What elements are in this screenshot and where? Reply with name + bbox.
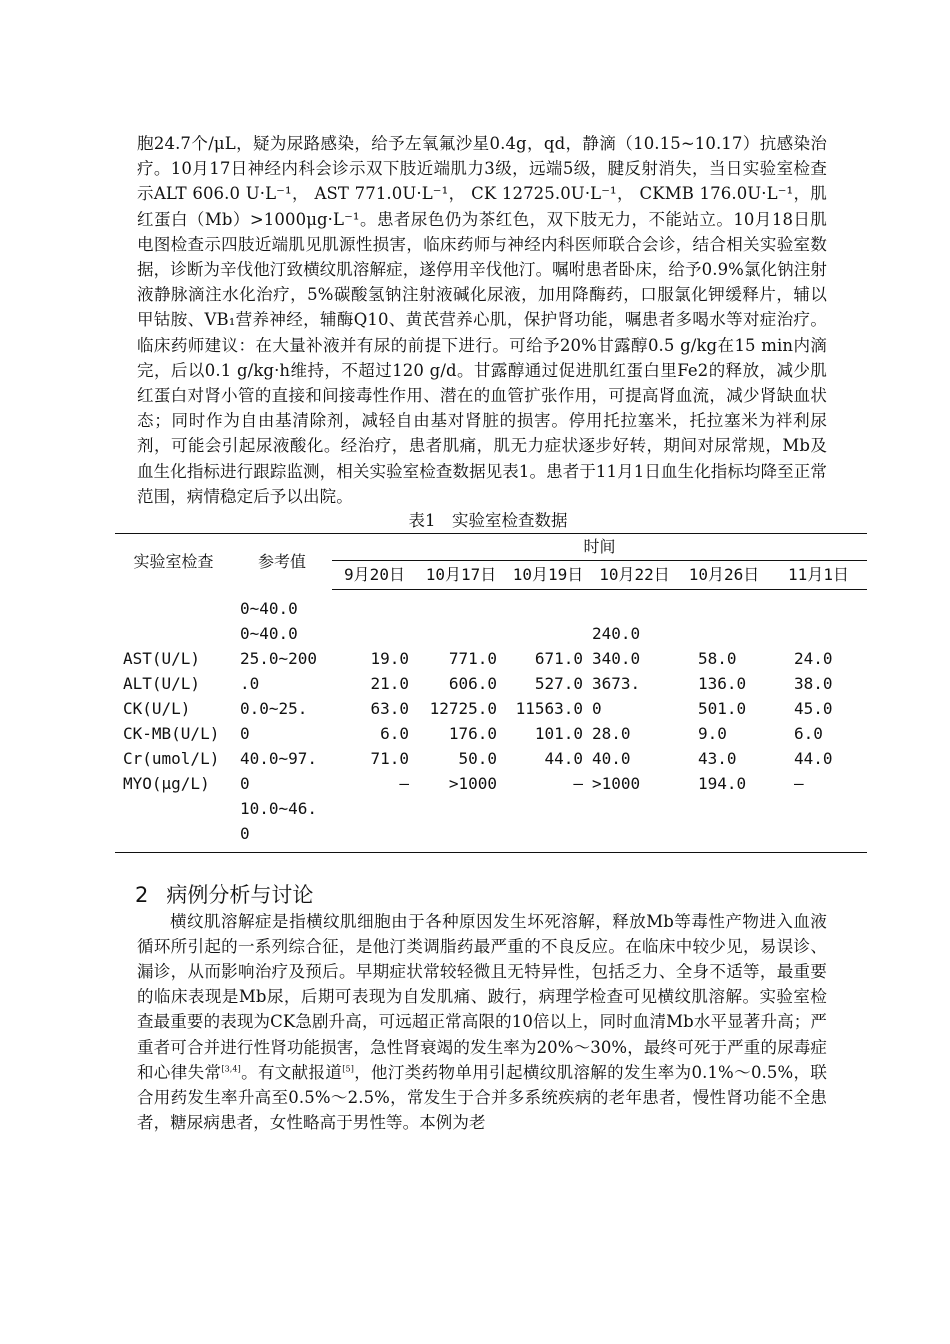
table-row [115, 590, 867, 853]
header-date: 9月20日 [332, 561, 417, 590]
values-nov1: 24.0 38.0 45.0 6.0 44.0 — [794, 649, 833, 794]
values-oct26: 58.0 136.0 501.0 9.0 43.0 194.0 [698, 649, 747, 794]
case-paragraph: 胞24.7个/μL，疑为尿路感染，给予左氧氟沙星0.4g，qd，静滴（10.15~10.17）抗感染治疗。10月17日神经内科会诊示双下肢近端肌力3级，远端5级，腱反射消失，当日实验室检查示ALT 606.0 U·L⁻¹， AST 771.0U·L⁻¹， CK 12725.0U·L⁻¹， CKMB 176.0U·L⁻¹，肌红蛋白（Mb）>1000μg·L⁻¹。患者尿色仍为茶红色，双下肢无力，不能站立。10月18日肌电图检查示四肢近端肌见肌源性损害，临床药师与神经内科医师联合会诊，结合相关实验室数据，诊断为辛伐他汀致横纹肌溶解症，遂停用辛伐他汀。嘱咐患者卧床，给予0.9%氯化钠注射液静脉滴注水化治疗，5%碳酸氢钠注射液碱化尿液，加用降酶药，口服氯化钾缓释片，辅以甲钴胺、VB₁营养神经，辅酶Q10、黄芪营养心肌，保护肾功能，嘱患者多喝水等对症治疗。临床药师建议：在大量补液并有尿的前提下进行。可给予20%甘露醇0.5 g/kg在15 min内滴完，后以0.1 g/kg·h维持，不超过120 g/d。甘露醇通过促进肌红蛋白里Fe2的释放，减少肌红蛋白对肾小管的直接和间接毒性作用、潜在的血管扩张作用，可提高肾血流，减少肾缺血状态；同时作为自由基清除剂，减轻自由基对肾脏的损害。停用托拉塞米，托拉塞米为袢利尿剂，可能会引起尿液酸化。经治疗，患者肌痛，肌无力症状逐步好转，期间对尿常规，Mb及血生化指标进行跟踪监测，相关实验室检查数据见表1。患者于11月1日血生化指标均降至正常范围，病情稳定后予以出院。 [137, 134, 827, 506]
page [123, 131, 849, 1135]
values-oct22: 240.0 340.0 3673. 0 28.0 40.0 >1000 [592, 624, 641, 794]
header-time: 时间 [332, 534, 867, 561]
values-oct26-cell [678, 590, 770, 853]
discussion-paragraph [137, 909, 827, 1136]
header-date: 11月1日 [770, 561, 867, 590]
values-oct22-cell [591, 590, 678, 853]
values-oct19-cell [505, 590, 591, 853]
section-heading [135, 881, 827, 909]
discussion-text-2: 。有文献报道 [240, 1062, 343, 1082]
test-names: AST(U/L) ALT(U/L) CK(U/L) CK-MB(U/L) Cr(umol/L) MYO(μg/L) [123, 648, 220, 793]
values-sep20: 19.0 21.0 63.0 6.0 71.0 — [370, 649, 409, 794]
header-test: 实验室检查 [115, 534, 232, 590]
citation-5: [5] [342, 1064, 354, 1074]
lab-results-table [115, 533, 867, 853]
section-number: 2 [135, 882, 149, 907]
discussion-text-3: ，他汀类药物单用引起横纹肌溶解的发生率为0.1%～0.5%，联合用药发生率升高至0.5%～2.5%，常发生于合并多系统疾病的老年患者，慢性肾功能不全患者，糖尿病患者，女性略高于男性等。本例为老 [137, 1062, 828, 1133]
header-date: 10月17日 [417, 561, 505, 590]
header-date: 10月22日 [591, 561, 678, 590]
values-oct19: 671.0 527.0 11563.0 101.0 44.0 — [515, 649, 583, 794]
header-reference: 参考值 [232, 534, 332, 590]
section-title: 病例分析与讨论 [166, 882, 314, 907]
citation-3-4: [3,4] [221, 1064, 241, 1074]
discussion-text-1: 横纹肌溶解症是指横纹肌细胞由于各种原因发生坏死溶解，释放Mb等毒性产物进入血液循环所引起的一系列综合征，是他汀类调脂药最严重的不良反应。在临床中较少见，易误诊、漏诊，从而影响治疗及预后。早期症状常较轻微且无特异性，包括乏力、全身不适等，最重要的临床表现是Mb尿，后期可表现为自发肌痛、跛行，病理学检查可见横纹肌溶解。实验室检查最重要的表现为CK急剧升高，可远超正常高限的10倍以上，同时血清Mb水平显著升高；严重者可合并进行性肾功能损害，急性肾衰竭的发生率为20%～30%，最终可死于严重的尿毒症和心律失常 [137, 911, 827, 1082]
header-date: 10月19日 [505, 561, 591, 590]
values-sep20-cell [332, 590, 417, 853]
values-oct17: 771.0 606.0 12725.0 176.0 50.0 >1000 [429, 649, 497, 794]
test-names-cell [115, 590, 232, 853]
values-nov1-cell [770, 590, 867, 853]
reference-values: 0~40.0 0~40.0 25.0~200 .0 0.0~25. 0 40.0~97. 0 10.0~46. 0 [240, 598, 318, 843]
reference-values-cell [232, 590, 332, 853]
values-oct17-cell [417, 590, 505, 853]
table-caption: 表1 实验室检查数据 [408, 511, 568, 531]
header-date: 10月26日 [678, 561, 770, 590]
